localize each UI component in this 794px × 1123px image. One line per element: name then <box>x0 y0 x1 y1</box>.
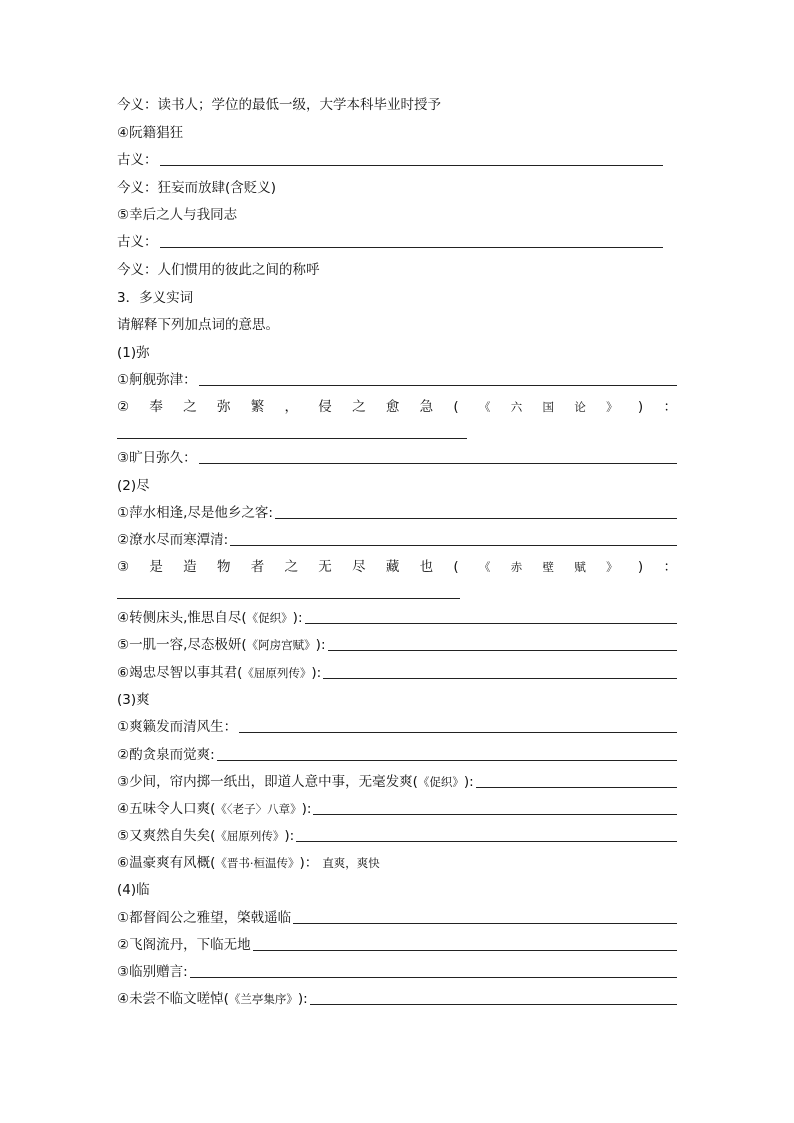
char: 急 <box>419 399 434 415</box>
source-title: 《兰亭集序》 <box>228 992 298 1006</box>
char: 国 <box>542 400 555 414</box>
line-text: 今义：狂妄而放肆(含贬义) <box>117 180 277 196</box>
line-text: ②酌贪泉而觉爽: <box>117 747 215 763</box>
answer-blank[interactable] <box>199 462 677 464</box>
source-title: 《屈原列传》 <box>215 829 285 843</box>
answer-blank[interactable] <box>275 517 677 519</box>
char: 《 <box>478 400 491 414</box>
char: 繁 <box>250 399 265 415</box>
line-text: 3．多义实词 <box>117 290 194 306</box>
char: ② <box>117 399 130 415</box>
char: 壁 <box>542 560 555 574</box>
char: ) <box>637 399 644 415</box>
spread-line <box>117 394 677 416</box>
line-text: ⑤幸后之人与我同志 <box>117 207 238 223</box>
text-line <box>117 120 677 142</box>
fill-line <box>117 796 677 818</box>
fill-line <box>117 959 677 981</box>
subheading <box>117 473 677 495</box>
char: 之 <box>352 399 366 415</box>
line-text: ): <box>311 665 322 681</box>
line-text: 古义： <box>117 234 158 250</box>
answer-blank[interactable] <box>476 786 677 788</box>
char: ( <box>453 559 459 575</box>
fill-line <box>117 367 677 389</box>
fill-line <box>117 932 677 954</box>
char: 六 <box>510 400 523 414</box>
char: 无 <box>318 559 332 575</box>
char: 物 <box>216 559 231 575</box>
answer-blank[interactable] <box>253 949 677 951</box>
answer-blank[interactable] <box>160 246 664 248</box>
line-text: ): <box>463 774 474 790</box>
char: 》 <box>606 560 618 574</box>
answer-blank[interactable] <box>305 622 678 624</box>
line-text: ④转侧床头,惟思自尽( <box>117 610 247 626</box>
fill-line <box>117 660 677 682</box>
answer-blank[interactable] <box>117 437 467 439</box>
line-text: ②潦水尽而寒潭清: <box>117 532 229 548</box>
char: ③ <box>117 559 130 575</box>
fill-line <box>117 823 677 845</box>
spread-line <box>117 554 677 576</box>
answer-blank[interactable] <box>230 544 677 546</box>
fill-line <box>117 986 677 1008</box>
char: ： <box>663 559 677 575</box>
fill-line <box>117 742 677 764</box>
fill-line <box>117 500 677 522</box>
source-title: 《屈原列传》 <box>242 666 312 680</box>
char: 是 <box>149 559 163 575</box>
line-text: ③临别赠言: <box>117 964 188 980</box>
line-text: )： <box>299 855 319 871</box>
text-line <box>117 257 677 279</box>
line-text: 请解释下列加点词的意思。 <box>117 317 279 333</box>
source-title: 《促织》 <box>417 775 464 789</box>
char: 者 <box>250 559 265 575</box>
char: 之 <box>183 399 197 415</box>
char: 尽 <box>352 559 366 575</box>
char: ， <box>284 399 299 415</box>
line-text: ②飞阁流丹，下临无地 <box>117 937 251 953</box>
source-title: 《〈老子〉八章》 <box>215 802 302 816</box>
subheading <box>117 340 677 362</box>
line-text: ④阮籍猖狂 <box>117 125 184 141</box>
text-line <box>117 202 677 224</box>
subheading <box>117 877 677 899</box>
fill-line <box>117 445 677 467</box>
char: ： <box>663 399 677 415</box>
line-text: (2)尽 <box>117 478 150 494</box>
answer-blank[interactable] <box>310 1003 677 1005</box>
text-line <box>117 175 677 197</box>
answer-blank[interactable] <box>323 677 677 679</box>
char: 奉 <box>149 399 163 415</box>
line-text: ①爽籁发而清风生： <box>117 719 238 735</box>
section-heading <box>117 285 677 307</box>
text-line <box>117 92 677 114</box>
char: 赤 <box>510 560 523 574</box>
char: 》 <box>606 400 618 414</box>
char: 藏 <box>385 559 400 575</box>
line-text: ①都督阎公之雅望，棨戟遥临 <box>117 910 292 926</box>
char: 弥 <box>216 399 231 415</box>
fill-line <box>117 147 663 169</box>
answer-blank[interactable] <box>199 384 677 386</box>
char: 论 <box>574 400 586 414</box>
line-text: 古义： <box>117 152 158 168</box>
source-title: 《晋书·桓温传》 <box>215 856 300 870</box>
answer-blank[interactable] <box>217 759 677 761</box>
line-text: (3)爽 <box>117 692 150 708</box>
line-text: ): <box>315 637 326 653</box>
instruction-text <box>117 312 677 334</box>
answer-blank[interactable] <box>296 840 677 842</box>
line-text: ): <box>292 610 303 626</box>
source-title: 《阿房宫赋》 <box>246 638 316 652</box>
line-text: ④未尝不临文嗟悼( <box>117 991 229 1007</box>
fill-line <box>117 527 677 549</box>
line-text: ③旷日弥久： <box>117 450 197 466</box>
line-text: ⑥温豪爽有风概( <box>117 855 216 871</box>
subheading <box>117 687 677 709</box>
answer-blank[interactable] <box>239 731 677 733</box>
line-text: ): <box>301 801 312 817</box>
answer-blank[interactable] <box>117 597 460 599</box>
char: ) <box>637 559 644 575</box>
line-text: ⑥竭忠尽智以事其君( <box>117 665 243 681</box>
fill-line <box>117 905 677 927</box>
line-text: ③少间，帘内掷一纸出，即道人意中事，无毫发爽( <box>117 774 418 790</box>
char: 赋 <box>574 560 586 574</box>
answer-blank[interactable] <box>293 922 677 924</box>
line-text: (1)弥 <box>117 345 150 361</box>
char: 愈 <box>385 399 400 415</box>
source-title: 《促织》 <box>246 611 293 625</box>
line-text: ⑤又爽然自失矣( <box>117 828 216 844</box>
char: 《 <box>478 560 491 574</box>
answer-blank[interactable] <box>190 976 677 978</box>
answer-blank[interactable] <box>160 164 664 166</box>
line-text: ①萍水相逢,尽是他乡之客: <box>117 505 273 521</box>
line-text: 今义：人们惯用的彼此之间的称呼 <box>117 262 320 278</box>
fill-line <box>117 769 677 791</box>
line-text: 今义：读书人；学位的最低一级，大学本科毕业时授予 <box>117 97 441 113</box>
answer-text: 直爽，爽快 <box>322 856 380 870</box>
fill-line <box>117 632 677 654</box>
fill-line <box>117 229 663 251</box>
line-text: ①舸舰弥津： <box>117 372 197 388</box>
line-text: ④五味令人口爽( <box>117 801 216 817</box>
char: 造 <box>183 559 197 575</box>
line-text: (4)临 <box>117 882 150 898</box>
char: 也 <box>419 559 434 575</box>
answer-blank[interactable] <box>313 813 677 815</box>
line-text: ): <box>297 991 308 1007</box>
fill-line <box>117 605 677 627</box>
fill-line <box>117 714 677 736</box>
answered-line <box>117 850 677 872</box>
char: ( <box>453 399 459 415</box>
char: 侵 <box>318 399 332 415</box>
line-text: ): <box>284 828 295 844</box>
answer-blank[interactable] <box>328 649 678 651</box>
line-text: ⑤一肌一容,尽态极妍( <box>117 637 247 653</box>
char: 之 <box>284 559 299 575</box>
